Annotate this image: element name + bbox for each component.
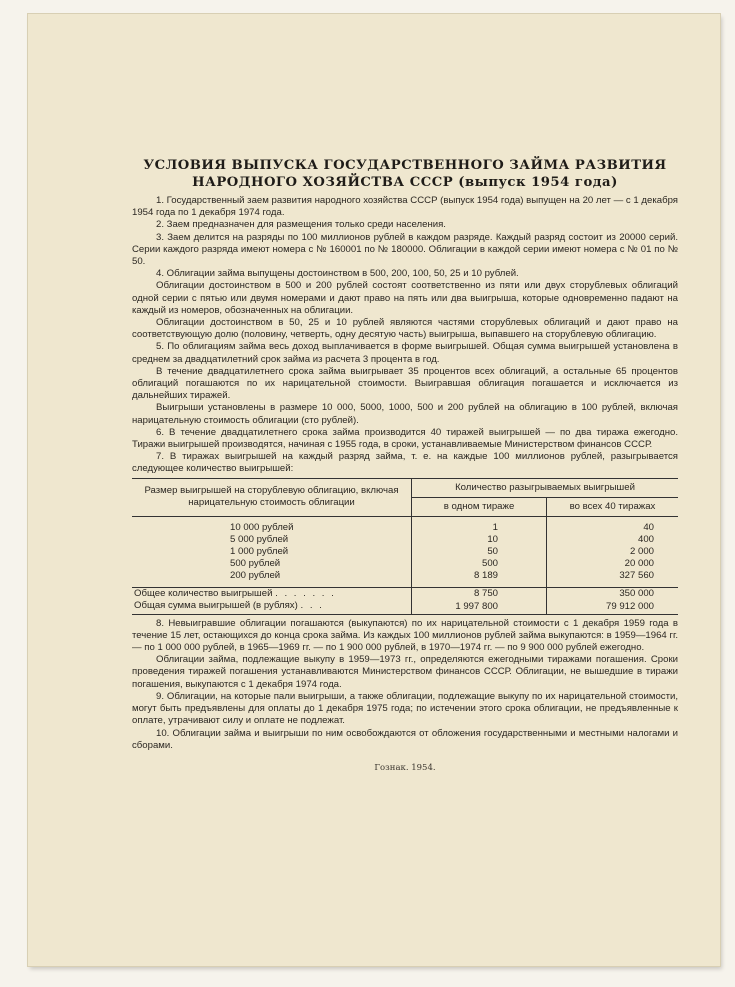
paragraph-3: 3. Заем делится на разряды по 100 миллионов рублей в каждом разряде. Каждый разряд состоит из 20000 серий. Серии каждого разряда имеют номера с № 160001 по № 180000. Облигации в каждой серии имеют номера с № 01 по № 50. <box>132 231 678 268</box>
paragraph-4-detail-b: Облигации достоинством в 50, 25 и 10 рублей являются частями сторублевых облигаций и дают право на соответствующую долю (половину, четверть, одну десятую часть) выигрыша, выпавшего на сторублевую облигацию. <box>132 317 678 341</box>
prize-count-all: 400 <box>637 533 654 545</box>
prize-count-one: 10 <box>412 534 547 546</box>
total-count-all: 350 000 <box>547 587 679 600</box>
table-row <box>132 570 678 582</box>
total-sum-all: 79 912 000 <box>547 600 679 615</box>
prize-size: 5 000 рублей <box>132 534 412 546</box>
table-row <box>132 546 678 558</box>
table-row <box>132 522 678 534</box>
paragraph-8: 8. Невыигравшие облигации погашаются (выкупаются) по их нарицательной стоимости с 1 декабря 1959 года в течение 15 лет, остающихся до конца срока займа. Из каждых 100 миллионов рублей займа выкупаются: в 1959—1964 гг. — по 1 000 000 рублей, в 1965—1969 гг. — по 1 900 000 рублей, в 1970—1974 гг. — по 9 900 000 рублей ежегодно. <box>132 617 678 654</box>
paragraph-5-detail-b: Выигрыши установлены в размере 10 000, 5000, 1000, 500 и 200 рублей на облигацию в 100 рублей, включая нарицательную стоимость облигации (сто рублей). <box>132 402 678 426</box>
document-content <box>132 158 678 774</box>
prize-table <box>132 478 678 615</box>
printer-imprint: Гознак. 1954. <box>374 762 436 773</box>
prize-table-head-right: Количество разыгрываемых выигрышей <box>412 478 679 497</box>
prize-count-one: 1 <box>412 522 547 534</box>
paragraph-8-detail: Облигации займа, подлежащие выкупу в 1959—1973 гг., определяются ежегодными тиражами погашения. Сроки проведения тиражей погашения устанавливаются Министерством финансов СССР. Облигации, не вышедшие в тиражи погашения, выкупаются с 1 декабря 1974 года. <box>132 654 678 690</box>
paragraph-5-detail-a: В течение двадцатилетнего срока займа выигрывает 35 процентов всех облигаций, а остальные 65 процентов облигаций погашаются по их нарицательной стоимости. Выигравшая облигация погашается и исключается из дальнейших тиражей. <box>132 365 678 402</box>
paragraph-7: 7. В тиражах выигрышей на каждый разряд займа, т. е. на каждые 100 миллионов рублей, разыгрывается следующее количество выигрышей: <box>132 451 678 475</box>
total-sum-one: 1 997 800 <box>412 600 547 615</box>
table-row-total-sum <box>132 600 678 615</box>
paragraph-4-detail-a: Облигации достоинством в 500 и 200 рублей состоят соответственно из пяти или двух сторублевых облигаций одной серии с пятью или двумя номерами и дают право на пять или два выигрыша, которые одновременно падают на каждый из номеров, обозначенных на облигации. <box>132 280 678 316</box>
prize-size: 200 рублей <box>132 570 412 582</box>
paragraph-6: 6. В течение двадцатилетнего срока займа производится 40 тиражей выигрышей — по два тиража ежегодно. Тиражи выигрышей производятся, начиная с 1955 года, в сроки, устанавливаемые Министерством финансов СССР. <box>132 426 678 451</box>
prize-table-head-left: Размер выигрышей на сторублевую облигацию, включая нарицательную стоимость облигации <box>132 478 412 516</box>
prize-size: 500 рублей <box>132 558 412 570</box>
total-count-label: Общее количество выигрышей <box>134 587 273 599</box>
total-sum-label: Общая сумма выигрышей (в рублях) <box>134 599 298 611</box>
prize-table-head-col2: во всех 40 тиражах <box>547 497 679 516</box>
prize-count-one: 8 189 <box>412 570 547 582</box>
paragraph-1: 1. Государственный заем развития народного хозяйства СССР (выпуск 1954 года) выпущен на 20 лет — с 1 декабря 1954 года по 1 декабря 1974 года. <box>132 195 678 219</box>
title-line-1: УСЛОВИЯ ВЫПУСКА ГОСУДАРСТВЕННОГО ЗАЙМА РАЗВИТИЯ <box>143 158 667 173</box>
paragraph-5: 5. По облигациям займа весь доход выплачивается в форме выигрышей. Общая сумма выигрышей установлена в среднем за двадцатилетний срок займа из расчета 3 процента в год. <box>132 341 678 365</box>
total-count-dots: . . . . . . . <box>275 587 336 599</box>
prize-count-all: 40 <box>643 521 654 533</box>
prize-count-one: 50 <box>412 546 547 558</box>
prize-size: 1 000 рублей <box>132 546 412 558</box>
paragraph-2: 2. Заем предназначен для размещения только среди населения. <box>156 219 446 231</box>
document-title <box>132 158 678 191</box>
prize-count-all: 327 560 <box>619 569 654 581</box>
prize-table-head-col1: в одном тираже <box>412 497 547 516</box>
title-line-2: НАРОДНОГО ХОЗЯЙСТВА СССР (выпуск 1954 года) <box>192 174 618 190</box>
total-sum-dots: . . . <box>300 599 324 611</box>
prize-size: 10 000 рублей <box>132 522 412 534</box>
table-row <box>132 534 678 546</box>
total-count-one: 8 750 <box>412 587 547 600</box>
table-row <box>132 558 678 570</box>
paragraph-4: 4. Облигации займа выпущены достоинством в 500, 200, 100, 50, 25 и 10 рублей. <box>156 268 519 280</box>
prize-count-all: 20 000 <box>624 557 654 569</box>
prize-count-all: 2 000 <box>629 545 654 557</box>
paragraph-10: 10. Облигации займа и выигрыши по ним освобождаются от обложения государственными и местными налогами и сборами. <box>132 727 678 751</box>
document-sheet <box>28 14 720 966</box>
paragraph-9: 9. Облигации, на которые пали выигрыши, а также облигации, подлежащие выкупу по их нарицательной стоимости, могут быть предъявлены для оплаты до 1 декабря 1975 года; по истечении этого срока облигации, не предъявленные к оплате, утрачивают силу и оплате не подлежат. <box>132 690 678 727</box>
table-row-total-count <box>132 587 678 600</box>
prize-count-one: 500 <box>412 558 547 570</box>
